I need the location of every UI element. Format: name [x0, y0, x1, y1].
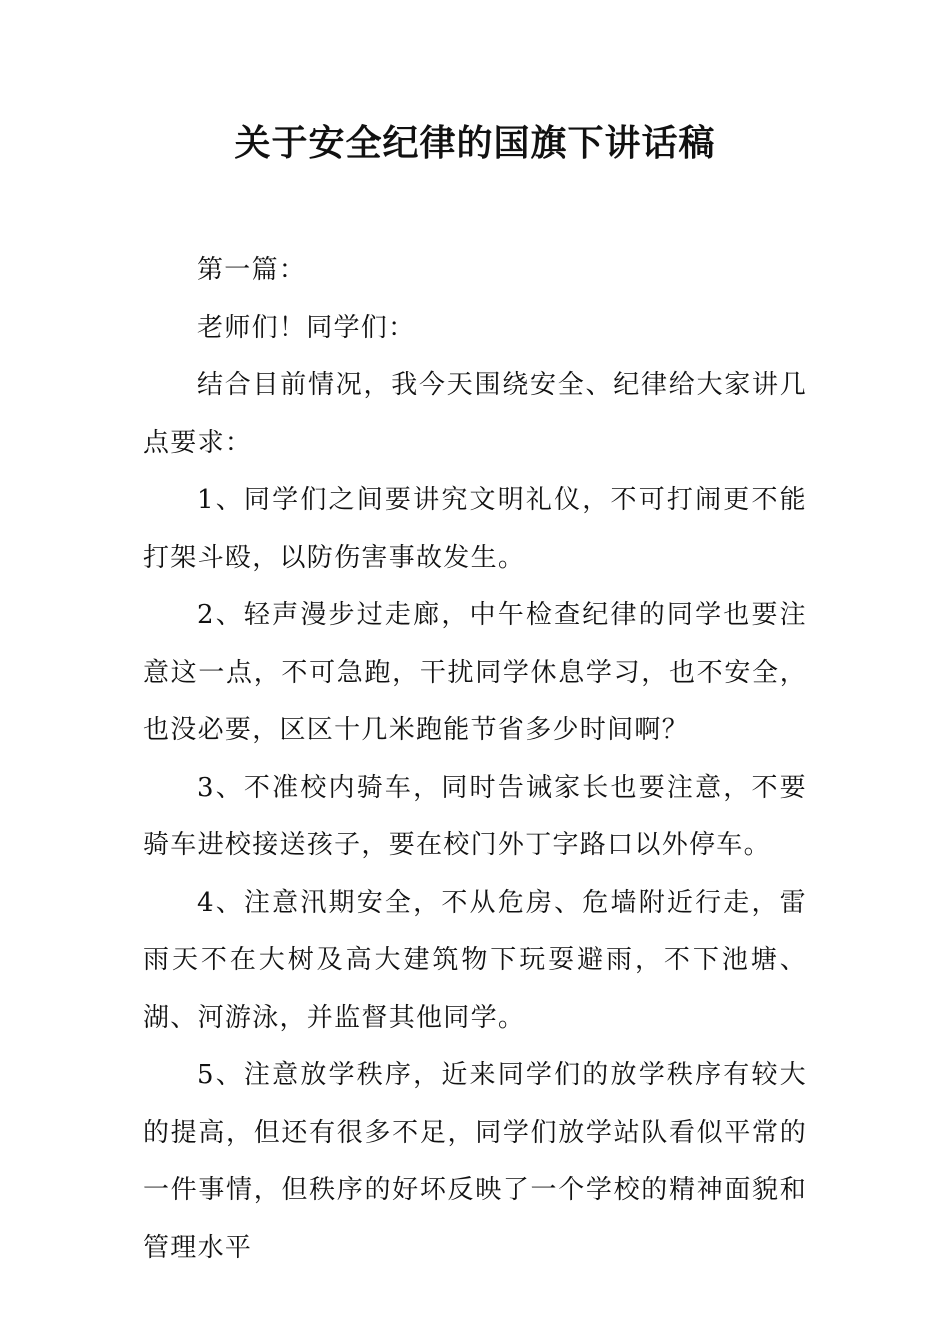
- paragraph-section-label: 第一篇：: [197, 255, 307, 285]
- paragraph-item-1: 1、同学们之间要讲究文明礼仪，不可打闹更不能打架斗殴，以防伤害事故发生。: [143, 485, 807, 573]
- paragraph-greeting: 老师们！同学们：: [197, 312, 416, 343]
- paragraph-intro: 结合目前情况，我今天围绕安全、纪律给大家讲几点要求：: [143, 370, 807, 458]
- document-body: [143, 242, 807, 1277]
- paragraph-item-3: 3、不准校内骑车，同时告诫家长也要注意，不要骑车进校接送孩子，要在校门外丁字路口以外停车。: [143, 772, 807, 860]
- paragraph-item-5: 5、注意放学秩序，近来同学们的放学秩序有较大的提高，但还有很多不足，同学们放学站队看似平常的一件事情，但秩序的好坏反映了一个学校的精神面貌和管理水平: [143, 1060, 807, 1263]
- document-title: 关于安全纪律的国旗下讲话稿: [234, 123, 716, 164]
- paragraph-item-4: 4、注意汛期安全，不从危房、危墙附近行走，雷雨天不在大树及高大建筑物下玩耍避雨，不下池塘、湖、河游泳，并监督其他同学。: [143, 887, 807, 1033]
- paragraph-item-2: 2、轻声漫步过走廊，中午检查纪律的同学也要注意这一点，不可急跑，干扰同学休息学习，也不安全，也没必要，区区十几米跑能节省多少时间啊？: [143, 600, 807, 745]
